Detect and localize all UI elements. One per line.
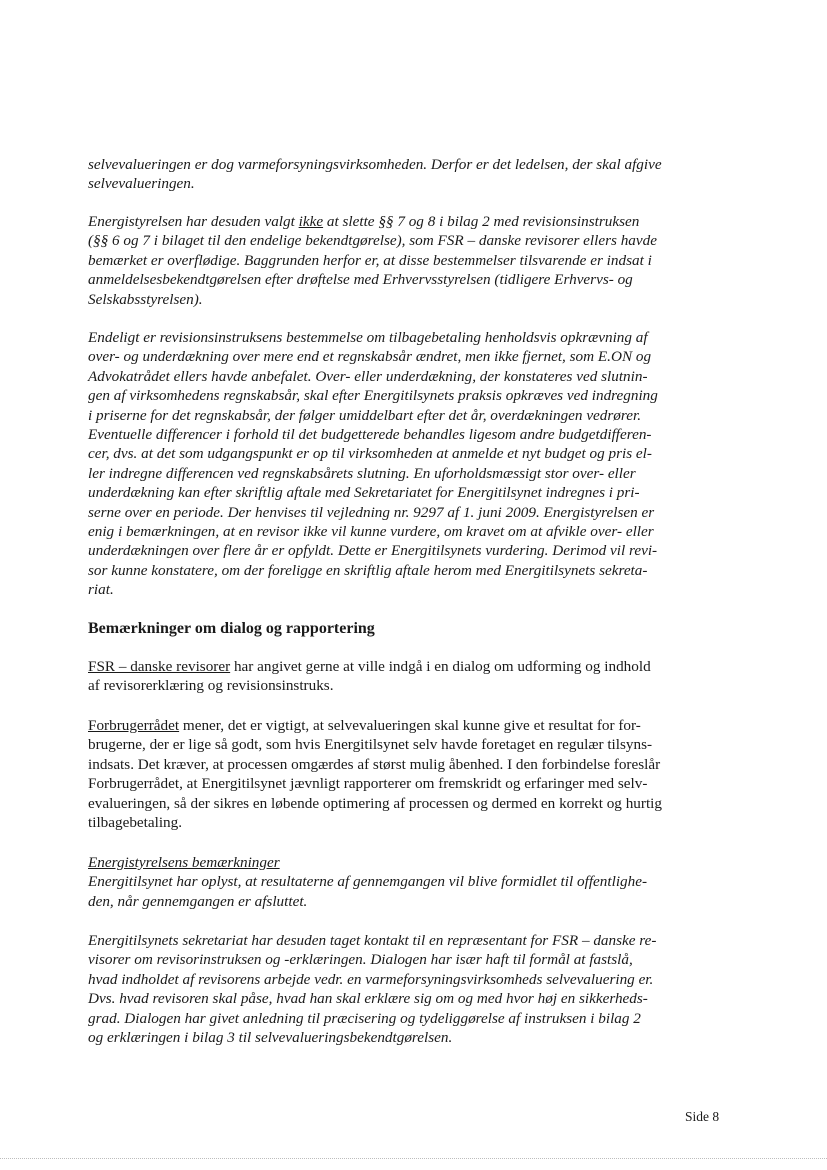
paragraph-sekretariat-kontakt [88,931,728,1047]
paragraph-fsr-dialog [88,657,728,696]
text-line: Forbrugerrådet, at Energitilsynet jævnligt rapporterer om fremskridt og erfaringer med selv- [88,775,648,793]
text-run: at slette §§ 7 og 8 i bilag 2 med revisionsinstruksen [323,213,640,230]
text-line: underdækning kan efter skriftlig aftale med Sekretariatet for Energitilsynet indregnes i pri- [88,484,640,502]
paragraph-forbrugerraadet [88,716,728,832]
text-line: og erklæringen i bilag 3 til selvevalueringsbekendtgørelsen. [88,1029,453,1047]
text-line: riat. [88,581,114,599]
text-run: mener, det er vigtigt, at selvevalueringen skal kunne give et resultat for for- [179,717,641,734]
text-line: af revisorerklæring og revisionsinstruks. [88,677,334,695]
text-line: Energitilsynets sekretariat har desuden taget kontakt til en repræsentant for FSR – danske re- [88,932,657,949]
underlined-word: ikke [298,213,324,230]
page-bottom-divider [0,1158,827,1159]
page-number: Side 8 [685,1109,720,1124]
text-run: har angivet gerne at ville indgå i en dialog om udforming og indhold [230,658,651,675]
section-heading: Bemærkninger om dialog og rapportering [88,620,375,637]
text-line: Selskabsstyrelsen). [88,290,203,308]
paragraph-selvevaluering-continuation [88,155,728,194]
text-line: underdækningen over flere år er opfyldt. Dette er Energitilsynets vurdering. Derimod vil revi- [88,542,658,560]
text-line: ler indregne differencen ved regnskabsårets slutning. En uforholdsmæssigt stor over- eller [88,464,636,482]
text-line: hvad indholdet af revisorens arbejde vedr. en varmeforsyningsvirksomheds selvevaluering er. [88,970,654,988]
underlined-party-name: FSR – danske revisorer [88,658,231,675]
text-line: cer, dvs. at det som udgangspunkt er op til virksomheden at anmelde et nyt budget og pris el- [88,445,652,463]
paragraph-energistyrelsens-bemaerkninger [88,853,728,911]
text-line: selvevalueringen. [88,175,195,193]
text-line: grad. Dialogen har givet anledning til præcisering og tydeliggørelse af instruksen i bilag 2 [88,1009,641,1027]
text-line [88,716,728,735]
text-line: visorer om revisorinstruksen og -erklæringen. Dialogen har især haft til formål at fastslå, [88,951,633,969]
text-line [88,212,728,231]
text-line: Energitilsynet har oplyst, at resultaterne af gennemgangen vil blive formidlet til offentlighe- [88,873,648,891]
text-line: gen af virksomhedens regnskabsår, skal efter Energitilsynets praksis opkræves ved indregning [88,387,658,405]
text-line: Endeligt er revisionsinstruksens bestemmelse om tilbagebetaling henholdsvis opkrævning af [88,329,648,346]
subsection-title: Energistyrelsens bemærkninger [88,854,280,871]
text-line: over- og underdækning over mere end et regnskabsår ændret, men ikke fjernet, som E.ON og [88,348,652,366]
text-line: tilbagebetaling. [88,814,183,832]
text-line: serne over en periode. Der henvises til vejledning nr. 9297 af 1. juni 2009. Energistyrelsen er [88,503,655,521]
text-line: brugerne, der er lige så godt, som hvis Energitilsynet selv havde foretaget en regulær tilsyns- [88,736,653,754]
paragraph-tilbagebetaling [88,328,728,600]
text-line: (§§ 6 og 7 i bilaget til den endelige bekendtgørelse), som FSR – danske revisorer ellers havde [88,232,657,250]
text-line: den, når gennemgangen er afsluttet. [88,892,308,910]
text-line: anmeldelsesbekendtgørelsen efter drøftelse med Erhvervsstyrelsen (tidligere Erhvervs- og [88,271,633,289]
text-line: selvevalueringen er dog varmeforsyningsvirksomheden. Derfor er det ledelsen, der skal afgive [88,156,662,173]
text-line [88,657,728,676]
text-line: enig i bemærkningen, at en revisor ikke vil kunne vurdere, om kravet om at afvikle over- eller [88,523,654,541]
paragraph-ikke-slette [88,212,728,309]
text-line: i priserne for det regnskabsår, der følger umiddelbart efter det år, overdækningen vedrører. [88,406,642,424]
text-line: Eventuelle differencer i forhold til det budgetterede behandles ligesom andre budgetdifferen- [88,426,652,444]
text-line: sor kunne konstatere, om der foreligge en skriftlig aftale herom med Energitilsynets sekreta- [88,561,648,579]
text-run: Energistyrelsen har desuden valgt [88,213,299,230]
underlined-party-name: Forbrugerrådet [88,717,180,734]
text-line: indsats. Det kræver, at processen omgærdes af størst mulig åbenhed. I den forbindelse foreslår [88,755,661,773]
text-line: Advokatrådet ellers havde anbefalet. Over- eller underdækning, der konstateres ved slutnin- [88,367,648,385]
text-line: bemærket er overflødige. Baggrunden herfor er, at disse bestemmelser tilsvarende er indsat i [88,251,652,269]
text-line: Dvs. hvad revisoren skal påse, hvad han skal erklære sig om og med hvor høj en sikkerheds- [88,990,648,1008]
text-line: evalueringen, så der sikres en løbende optimering af processen og dermed en korrekt og hurtig [88,794,662,812]
